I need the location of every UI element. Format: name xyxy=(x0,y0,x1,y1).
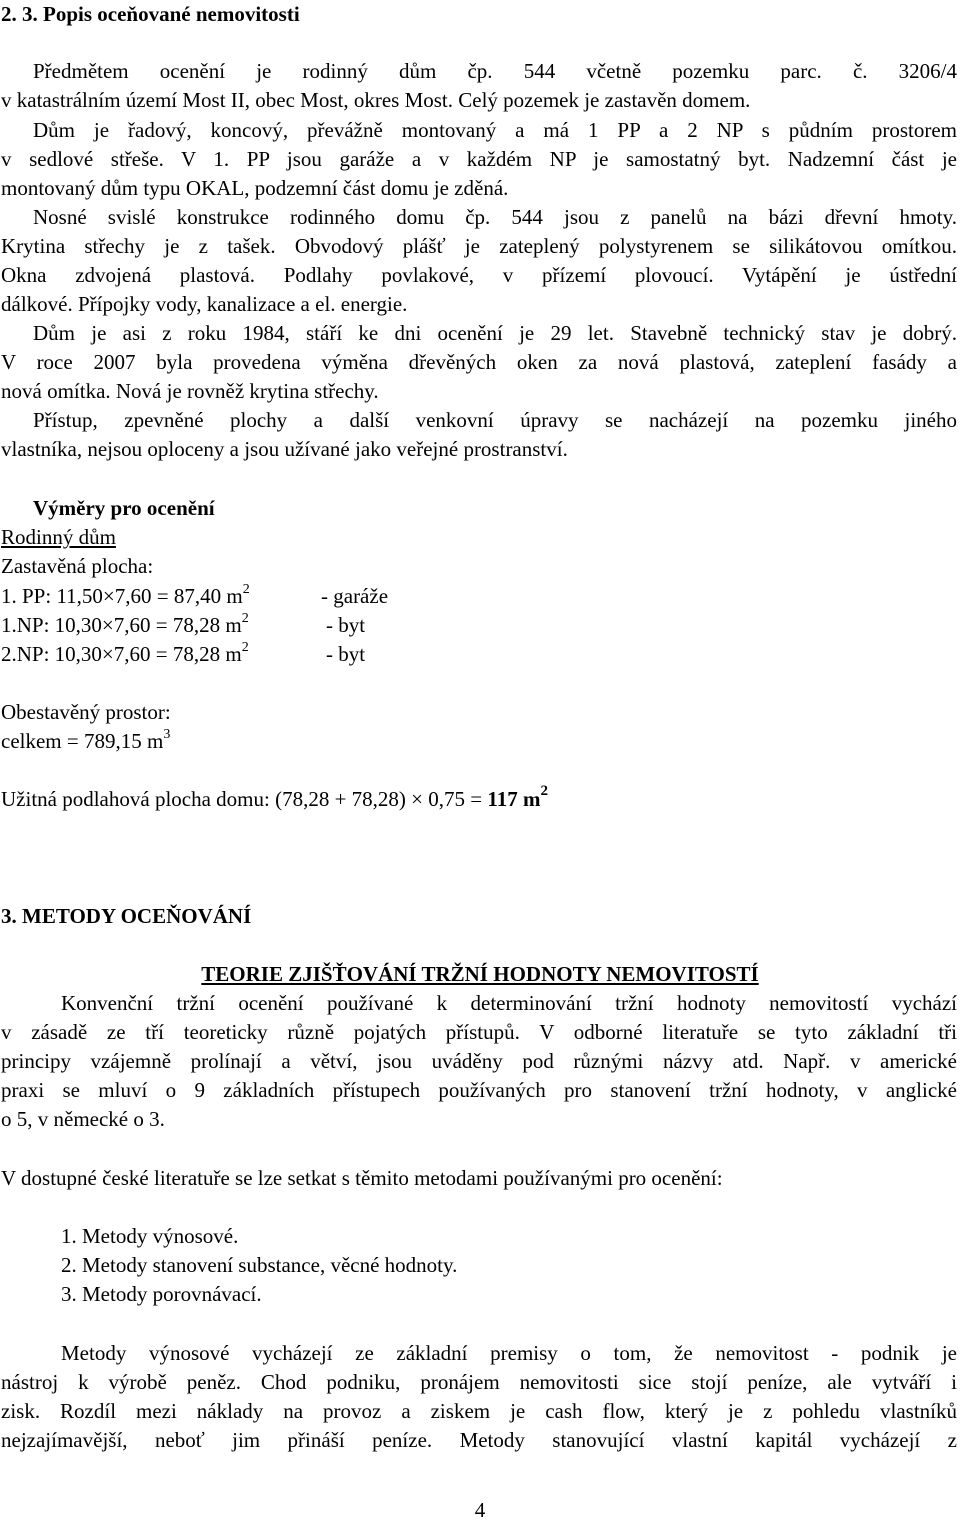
built-area-label: Zastavěná plocha: xyxy=(1,554,154,578)
desc-line-3: Dům je řadový, koncový, převážně montovaný a má 1 PP a 2 NP s půdním prostorem xyxy=(33,118,957,142)
volume-exp: 3 xyxy=(163,727,171,742)
usable-area-exp: 2 xyxy=(540,783,548,799)
methods-p3-line-1: Metody výnosové vycházejí ze základní premisy o tom, že nemovitost - podnik je xyxy=(61,1341,957,1365)
area-row-3-exp: 2 xyxy=(241,640,249,655)
method-item-1: 1. Metody výnosové. xyxy=(61,1224,239,1248)
methods-p3-line-3: zisk. Rozdíl mezi náklady na provoz a ziskem je cash flow, který je z pohledu vlastníků xyxy=(1,1399,957,1423)
desc-line-11: V roce 2007 byla provedena výměna dřevěných oken za nová plastová, zateplení fasády a xyxy=(1,350,957,374)
method-item-2: 2. Metody stanovení substance, věcné hodnoty. xyxy=(61,1253,458,1277)
methods-p1-line-5: o 5, v německé o 3. xyxy=(1,1107,165,1131)
methods-p2: V dostupné české literatuře se lze setkat s těmito metodami používanými pro ocenění: xyxy=(1,1166,723,1190)
area-row-3-formula: 2.NP: 10,30×7,60 = 78,28 m xyxy=(1,642,242,666)
area-row-2-formula: 1.NP: 10,30×7,60 = 78,28 m xyxy=(1,613,242,637)
area-row-2 xyxy=(1,611,957,643)
methods-p1-line-1: Konvenční tržní ocenění používané k determinování tržní hodnoty nemovitostí vychází xyxy=(61,991,957,1015)
volume-label: Obestavěný prostor: xyxy=(1,700,171,724)
methods-p3-line-2: nástroj k výrobě peněz. Chod podniku, pronájem nemovitosti sice stojí peníze, ale vytváří i xyxy=(1,1370,957,1394)
methods-p1-line-3: principy vzájemně prolínají a větví, jsou uváděny pod různými názvy atd. Např. v americké xyxy=(1,1049,957,1073)
desc-line-2: v katastrálním území Most II, obec Most, okres Most. Celý pozemek je zastavěn domem. xyxy=(1,88,751,112)
desc-line-13: Přístup, zpevněné plochy a další venkovní úpravy se nacházejí na pozemku jiného xyxy=(33,408,957,432)
usable-area-prefix: Užitná podlahová plocha domu: (78,28 + 78,28) × 0,75 = xyxy=(1,787,488,811)
area-row-3 xyxy=(1,640,957,672)
desc-line-14: vlastníka, nejsou oploceny a jsou užívané jako veřejné prostranství. xyxy=(1,437,568,461)
volume-value: celkem = 789,15 m xyxy=(1,729,164,753)
desc-line-8: Okna zdvojená plastová. Podlahy povlakové, v přízemí plovoucí. Vytápění je ústřední xyxy=(1,263,957,287)
desc-line-6: Nosné svislé konstrukce rodinného domu čp. 544 jsou z panelů na bázi dřevní hmoty. xyxy=(33,205,957,229)
usable-area-value: 117 m xyxy=(487,787,541,811)
area-row-3-note: - byt xyxy=(326,642,366,666)
area-row-2-note: - byt xyxy=(326,613,366,637)
methods-p1-line-2: v zásadě ze tří teoreticky různě pojatých přístupů. V odborné literatuře se tyto základní tři xyxy=(1,1020,957,1044)
vymery-subheading-text: Rodinný dům xyxy=(1,525,116,549)
vymery-subheading xyxy=(1,523,957,552)
method-item-3: 3. Metody porovnávací. xyxy=(61,1282,262,1306)
desc-line-9: dálkové. Přípojky vody, kanalizace a el. energie. xyxy=(1,292,408,316)
methods-p1-line-4: praxi se mluví o 9 základních přístupech používaných pro stanovení tržní hodnoty, v anglické xyxy=(1,1078,957,1102)
desc-line-10: Dům je asi z roku 1984, stáří ke dni ocenění je 29 let. Stavebně technický stav je dobrý. xyxy=(33,321,957,345)
desc-line-5: montovaný dům typu OKAL, podzemní část domu je zděná. xyxy=(1,176,509,200)
area-row-1-exp: 2 xyxy=(242,582,250,597)
area-row-1-note: - garáže xyxy=(321,584,389,608)
area-row-1-formula: 1. PP: 11,50×7,60 = 87,40 m xyxy=(1,584,243,608)
area-row-1 xyxy=(1,582,957,614)
vymery-heading: Výměry pro ocenění xyxy=(33,496,215,520)
usable-area-line xyxy=(1,785,957,817)
area-row-2-exp: 2 xyxy=(241,611,249,626)
desc-line-1: Předmětem ocenění je rodinný dům čp. 544 včetně pozemku parc. č. 3206/4 xyxy=(33,59,957,83)
methods-subheading-text: TEORIE ZJIŠŤOVÁNÍ TRŽNÍ HODNOTY NEMOVITOSTÍ xyxy=(201,962,759,986)
desc-line-4: v sedlové střeše. V 1. PP jsou garáže a v každém NP je samostatný byt. Nadzemní část je xyxy=(1,147,957,171)
methods-heading: 3. METODY OCEŇOVÁNÍ xyxy=(1,904,252,928)
desc-line-12: nová omítka. Nová je rovněž krytina střechy. xyxy=(1,379,379,403)
section-heading: 2. 3. Popis oceňované nemovitosti xyxy=(1,2,300,26)
methods-subheading xyxy=(0,960,960,989)
desc-line-7: Krytina střechy je z tašek. Obvodový plášť je zateplený polystyrenem se silikátovou omítkou. xyxy=(1,234,957,258)
page-number: 4 xyxy=(474,1498,486,1522)
methods-p3-line-4: nejzajímavější, neboť jim přináší peníze. Metody stanovující vlastní kapitál vycházejí z xyxy=(1,1428,957,1452)
volume-value-line xyxy=(1,727,957,759)
